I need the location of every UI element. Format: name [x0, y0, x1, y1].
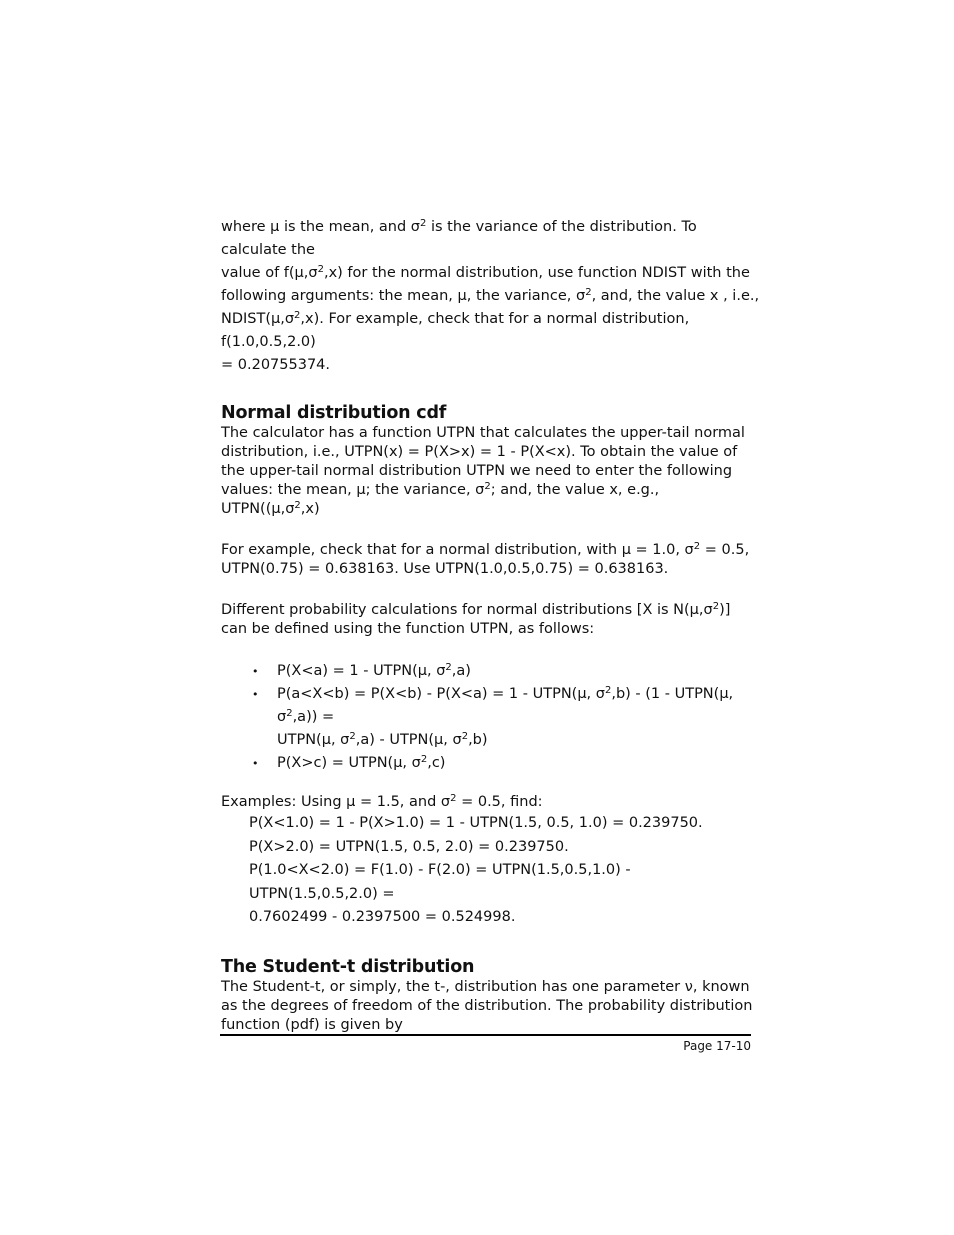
superscript: 2 [445, 662, 452, 673]
superscript: 2 [461, 731, 469, 742]
examples-intro [221, 793, 761, 812]
text-run: NDIST(μ,σ [221, 311, 295, 327]
section-heading-student-t: The Student-t distribution [221, 956, 475, 977]
text-run: ,x) for the normal distribution, use function NDIST with the [323, 265, 750, 281]
text-run: ,b) - (1 - UTPN(μ, σ [277, 686, 734, 725]
section-heading-normal-cdf: Normal distribution cdf [221, 403, 447, 423]
text-run: P(X<a) = 1 - UTPN(μ, σ [277, 663, 446, 679]
text-run: ,c) [427, 755, 446, 771]
superscript: 2 [286, 708, 293, 719]
footer-rule [220, 1034, 751, 1036]
superscript: 2 [712, 601, 720, 612]
text-run: Different probability calculations for normal distributions [X is N(μ,σ [221, 602, 713, 618]
text-run: ,x). For example, check that for a normal distribution, f(1.0,0.5,2.0) [221, 311, 690, 350]
text-run: ,b) [468, 732, 488, 748]
text-run: For example, check that for a normal distribution, with μ = 1.0, σ [221, 542, 694, 558]
superscript: 2 [420, 754, 428, 765]
text-run: is the variance of the distribution. To calculate the [221, 219, 697, 258]
text-run: ,a)) = [292, 709, 335, 725]
superscript: 2 [349, 731, 356, 742]
superscript: 2 [294, 310, 301, 321]
text-run: Examples: Using μ = 1.5, and σ [221, 794, 451, 810]
examples-block [221, 812, 761, 930]
example-line: P(X<1.0) = 1 - P(X>1.0) = 1 - UTPN(1.5, 0.5, 1.0) = 0.239750. [249, 815, 703, 831]
intro-paragraph [221, 216, 761, 377]
text-run: where μ is the mean, and σ [221, 219, 420, 235]
text-run: = 0.5, UTPN(0.75) = 0.638163. Use UTPN(1.0,0.5,0.75) = 0.638163. [221, 542, 750, 577]
text-run: )] can be defined using the function UTPN, as follows: [221, 602, 731, 637]
text-run: = 0.5, find: [456, 794, 543, 810]
superscript: 2 [420, 218, 427, 229]
student-t-paragraph: The Student-t, or simply, the t-, distribution has one parameter ν, known as the degrees of freedom of the distribution. The probability distribution function (pdf) is given by [221, 978, 753, 1033]
superscript: 2 [585, 287, 592, 298]
bullet-icon: • [252, 665, 259, 678]
superscript: 2 [484, 481, 491, 492]
cdf-description-paragraph [221, 424, 761, 519]
text-run: ,a) [451, 663, 471, 679]
probability-calc-paragraph [221, 601, 761, 639]
text-run: P(X>c) = UTPN(μ, σ [277, 755, 421, 771]
list-item [221, 683, 761, 752]
cdf-example-paragraph [221, 541, 761, 579]
list-item [221, 660, 761, 683]
page-content [221, 216, 761, 1035]
text-run: ,x) [300, 501, 320, 517]
example-line: P(X>2.0) = UTPN(1.5, 0.5, 2.0) = 0.239750. [249, 838, 569, 855]
list-item [221, 752, 761, 775]
text-run: , and, the value x , i.e., [591, 288, 760, 304]
text-run: following arguments: the mean, μ, the variance, σ [221, 288, 586, 304]
page-number: Page 17-10 [683, 1039, 751, 1053]
bullet-icon: • [252, 757, 259, 770]
text-run: = 0.20755374. [221, 357, 331, 373]
superscript: 2 [693, 541, 701, 552]
text-run: P(a<X<b) = P(X<b) - P(X<a) = 1 - UTPN(μ, σ [277, 686, 605, 702]
superscript: 2 [604, 685, 612, 696]
text-run: The calculator has a function UTPN that calculates the upper-tail normal distribution, i.e., UTPN(x) = P(X>x) = 1 - P(X<x). To obtain the value of the upper-tail normal distribution UTPN we need to enter the following values: the mean, μ; the variance, σ [221, 425, 745, 498]
superscript: 2 [294, 500, 301, 511]
example-line: P(1.0<X<2.0) = F(1.0) - F(2.0) = UTPN(1.5,0.5,1.0) - UTPN(1.5,0.5,2.0) = [249, 862, 631, 902]
formula-list [221, 660, 761, 775]
bullet-icon: • [252, 688, 259, 701]
superscript: 2 [317, 264, 324, 275]
superscript: 2 [450, 793, 457, 804]
text-run: ; and, the value x, e.g., UTPN((μ,σ [221, 482, 660, 517]
text-run: ,a) - UTPN(μ, σ [355, 732, 462, 748]
text-run: UTPN(μ, σ [277, 732, 350, 748]
example-line: 0.7602499 - 0.2397500 = 0.524998. [249, 909, 516, 925]
text-run: value of f(μ,σ [221, 265, 318, 281]
